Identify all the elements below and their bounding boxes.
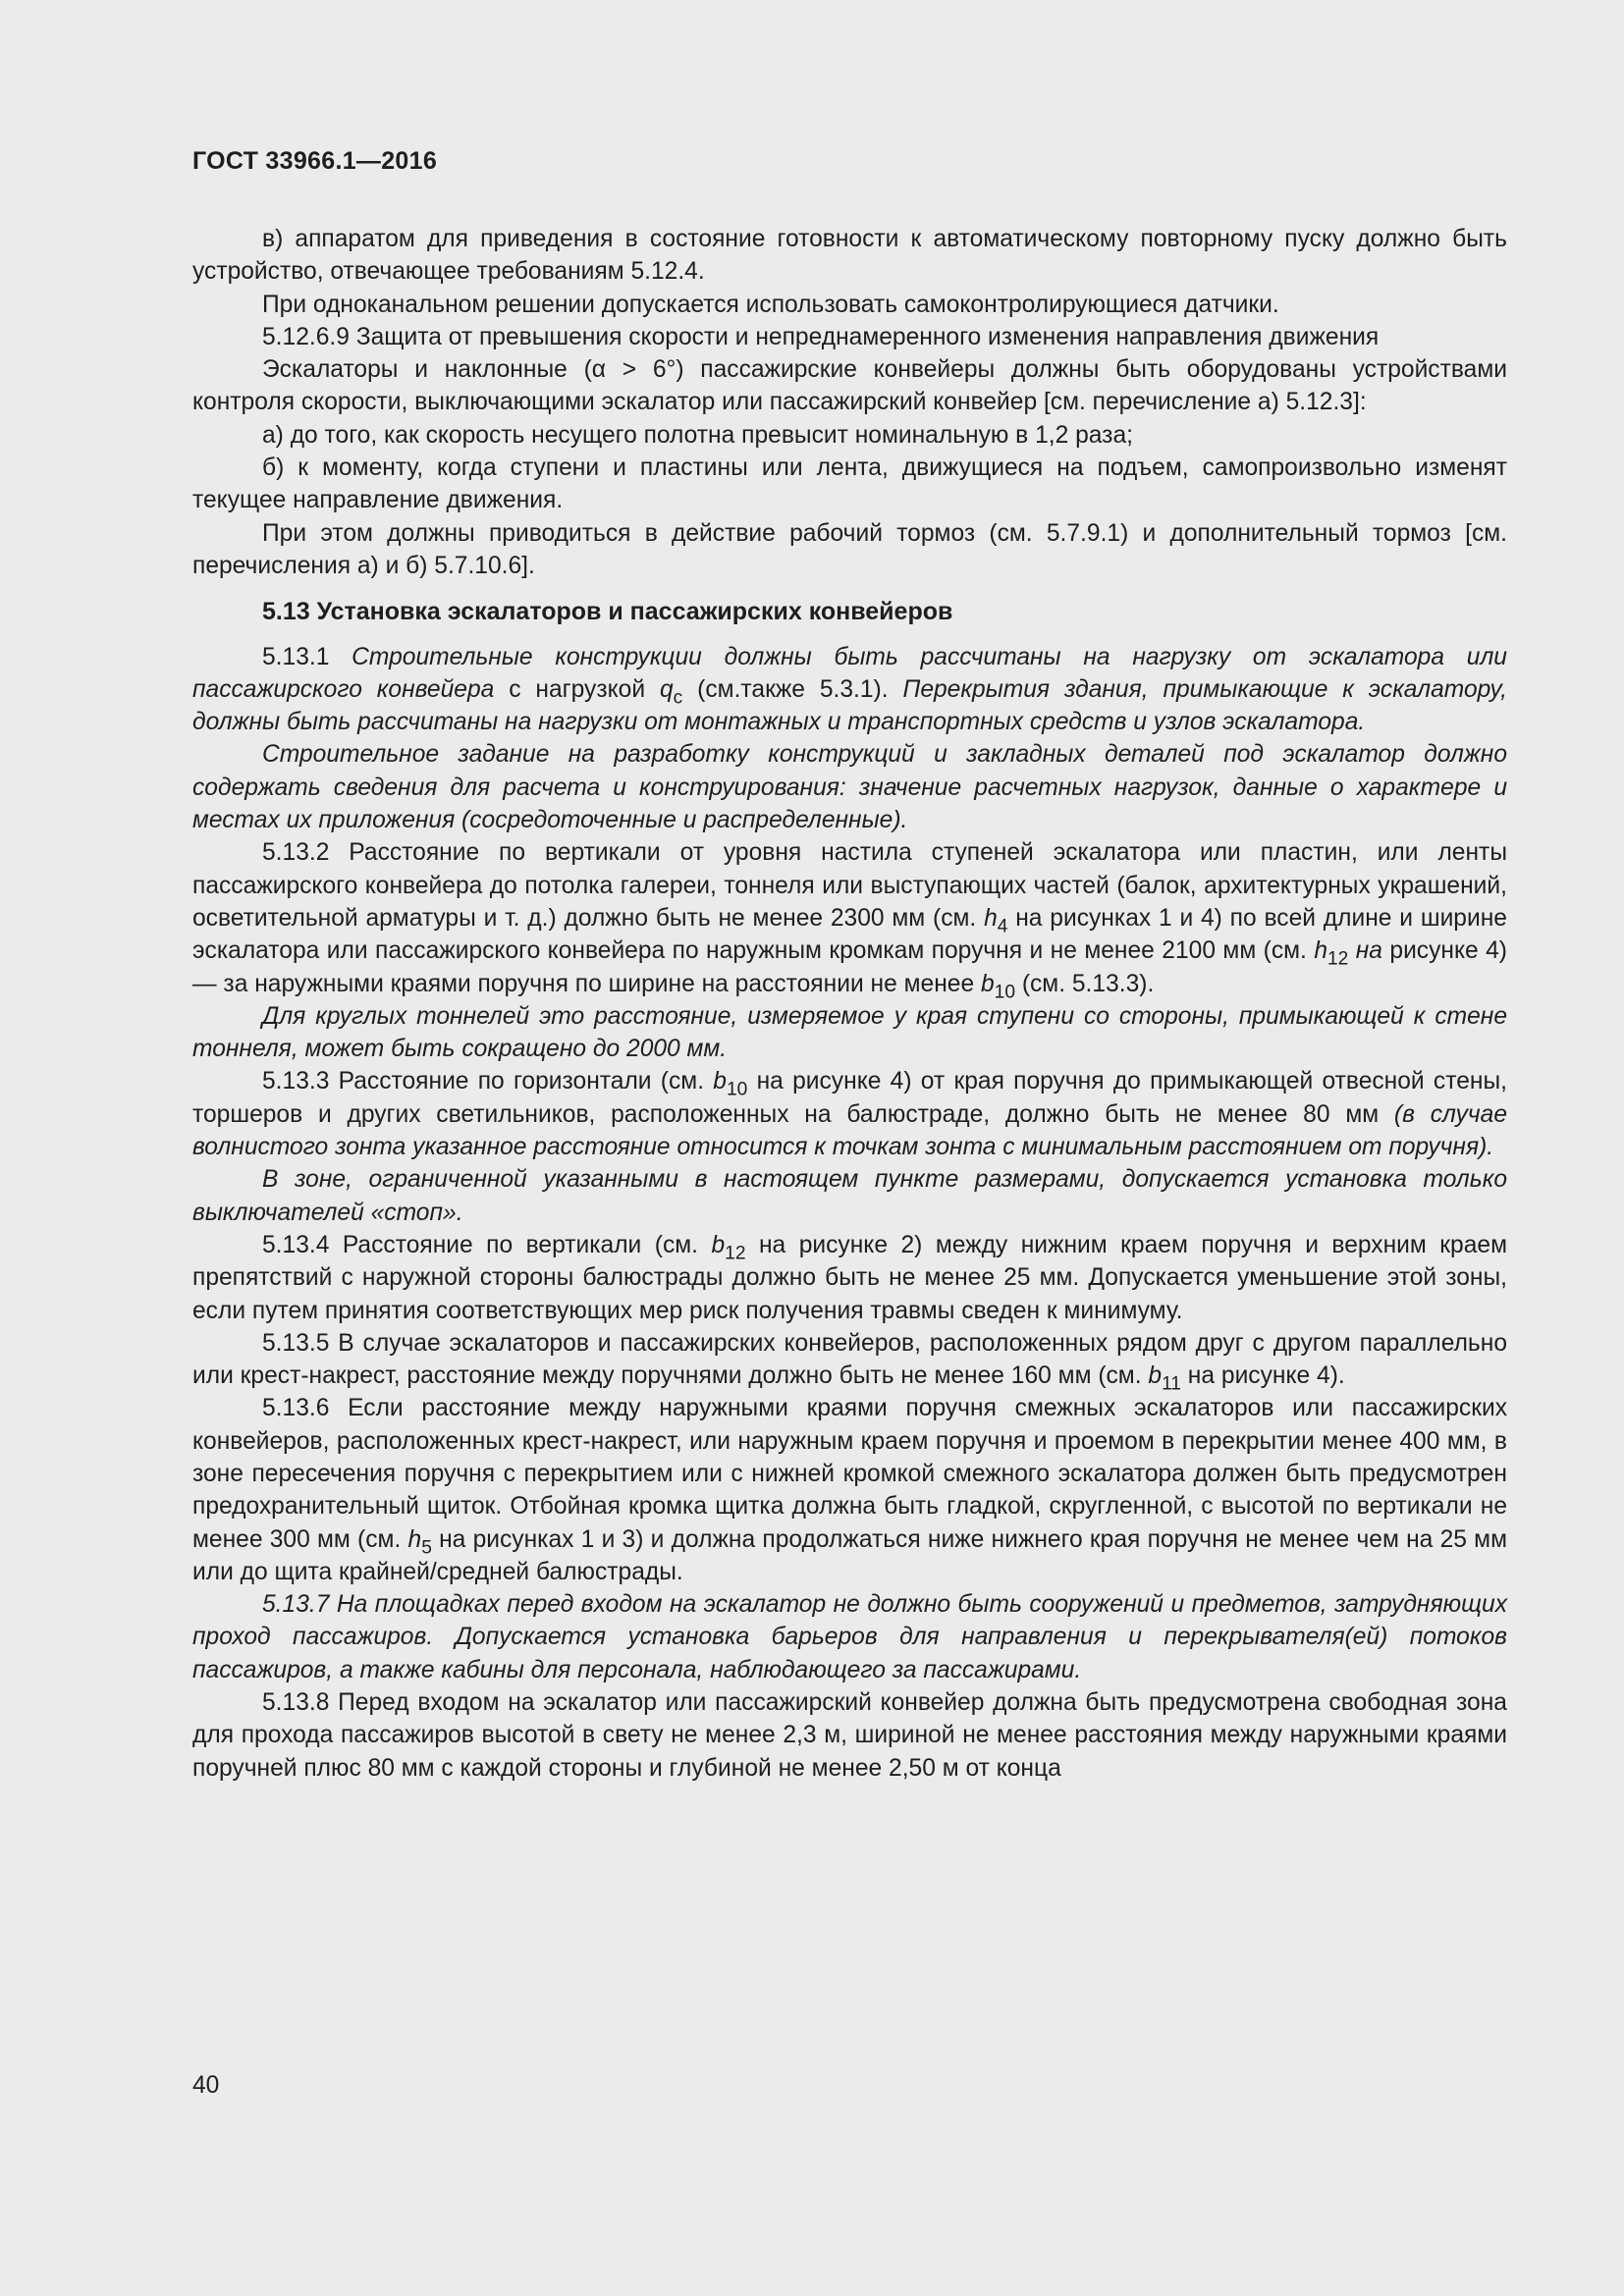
paragraph: а) до того, как скорость несущего полотна превысит номинальную в 1,2 раза; [262,421,1133,449]
text-run: 5.13.5 В случае эскалаторов и пассажирских конвейеров, расположенных рядом друг с другом параллельно или крест-накрест, расстояние между поручнями должно быть не менее 160 мм (см. [192,1329,1507,1390]
symbol: h [407,1525,422,1553]
subscript: 10 [726,1080,748,1101]
text-run: с нагрузкой [494,675,660,703]
text-run: 5.13.1 [262,643,352,670]
paragraph [192,1229,1507,1327]
text-run: на рисунках 1 и 4) по всей длине и ширине эскалатора или пассажирского конвейера по наружным кромкам поручня и не менее 2100 мм (см. [192,904,1507,965]
subscript: 12 [1327,948,1349,970]
symbol: b [713,1068,727,1095]
paragraph [192,1392,1507,1588]
italic-run: на [1348,937,1382,965]
symbol: h [1314,937,1327,965]
text-run: на рисунке 4) от края поручня до примыкающей отвесной стены, торшеров и других светильников, расположенных на балюстраде, должно быть не менее 80 мм [192,1068,1507,1128]
text-run: рисунке 4) — за наружными краями поручня по ширине на расстоянии не менее [192,937,1507,997]
text-run: на рисунках 1 и 3) и должна продолжаться ниже нижнего края поручня не менее чем на 25 мм или до щита крайней/средней балюстрады. [192,1525,1507,1585]
italic-run: В зоне, ограниченной указанными в настоящем пункте размерами, допускается установка только выключателей «стоп». [192,1166,1507,1226]
text-run: 5.13.3 Расстояние по горизонтали (см. [262,1068,714,1095]
paragraph: Эскалаторы и наклонные (α > 6°) пассажирские конвейеры должны быть оборудованы устройствами контроля скорости, выключающими эскалатор или пассажирский конвейер [см. перечисление а) 5.12.3]: [192,356,1507,416]
italic-run: 5.13.7 На площадках перед входом на эскалатор не должно быть сооружений и предметов, затрудняющих проход пассажиров. Допускается установка барьеров для направления и перекрывателя(ей) потоков пассажиров, а также кабины для персонала, наблюдающего за пассажирами. [192,1591,1507,1683]
paragraph: в) аппаратом для приведения в состояние готовности к автоматическому повторному пуску должно быть устройство, отвечающее требованиям 5.12.4. [192,226,1507,286]
text-run: на рисунке 2) между нижним краем поручня и верхним краем препятствий с наружной стороны балюстрады должно быть не менее 25 мм. Допускается уменьшение этой зоны, если путем принятия соответствующих мер риск получения травмы сведен к минимуму. [192,1231,1507,1324]
paragraph [192,641,1507,739]
subscript: 5 [421,1537,432,1559]
paragraph: При этом должны приводиться в действие рабочий тормоз (см. 5.7.9.1) и дополнительный тормоз [см. перечисления а) и б) 5.7.10.6]. [192,519,1507,579]
symbol: q [659,675,674,703]
paragraph: 5.12.6.9 Защита от превышения скорости и непреднамеренного изменения направления движения [262,323,1380,350]
italic-run: Строительное задание на разработку конструкций и закладных деталей под эскалатор должно содержать сведения для расчета и конструирования: значение расчетных нагрузок, данные о характере и местах их приложения (сосредоточенные и распределенные). [192,741,1507,834]
subscript: 12 [725,1243,746,1264]
section-heading: 5.13 Установка эскалаторов и пассажирских конвейеров [262,598,953,626]
subscript: 10 [994,982,1015,1003]
paragraph [192,836,1507,1003]
document-header: ГОСТ 33966.1—2016 [192,147,438,175]
symbol: b [1148,1362,1163,1390]
paragraph [192,1327,1507,1393]
paragraph [192,1065,1507,1163]
page-number: 40 [192,2072,220,2099]
italic-run: Для круглых тоннелей это расстояние, измеряемое у края ступени со стороны, примыкающей к стене тоннеля, может быть сокращено до 2000 мм. [192,1002,1507,1063]
text-run: 5.13.6 Если расстояние между наружными краями поручня смежных эскалаторов или пассажирских конвейеров, расположенных крест-накрест, или наружным краем поручня и проемом в перекрытии менее 400 мм, в зоне пересечения поручня с перекрытием или с нижней кромкой смежного эскалатора должен быть предусмотрен предохранительный щиток. Отбойная кромка щитка должна быть гладкой, скругленной, с высотой по вертикали не менее 300 мм (см. [192,1395,1507,1553]
text-run: (см.также 5.3.1). [682,675,903,703]
paragraph [192,1000,1507,1066]
text-run: 5.13.4 Расстояние по вертикали (см. [262,1231,712,1258]
symbol: h [984,904,998,932]
paragraph: При одноканальном решении допускается использовать самоконтролирующиеся датчики. [262,291,1279,318]
document-body [192,223,1507,1785]
paragraph [192,1588,1507,1686]
paragraph [192,1163,1507,1229]
paragraph: б) к моменту, когда ступени и пластины или лента, движущиеся на подъем, самопроизвольно изменят текущее направление движения. [192,454,1507,514]
paragraph: 5.13.8 Перед входом на эскалатор или пассажирский конвейер должна быть предусмотрена свободная зона для прохода пассажиров высотой в свету не менее 2,3 м, шириной не менее расстояния между наружными краями поручней плюс 80 мм с каждой стороны и глубиной не менее 2,50 м от конца [192,1689,1507,1782]
paragraph [192,738,1507,836]
italic-run: Перекрытия здания, примыкающие к эскалатору, должны быть рассчитаны на нагрузки от монтажных и транспортных средств и узлов эскалатора. [192,675,1507,736]
text-run: на рисунке 4). [1180,1362,1345,1390]
italic-run: (в случае волнистого зонта указанное расстояние относится к точкам зонта с минимальным расстоянием от поручня). [192,1100,1507,1161]
subscript: c [673,687,683,709]
subscript: 11 [1162,1373,1181,1395]
subscript: 4 [997,916,1008,937]
symbol: b [980,970,995,997]
symbol: b [711,1231,726,1258]
text-run: 5.13.2 Расстояние по вертикали от уровня настила ступеней эскалатора или пластин, или ленты пассажирского конвейера до потолка галереи, тоннеля или выступающих частей (балок, архитектурных украшений, осветительной арматуры и т. д.) должно быть не менее 2300 мм (см. [192,839,1507,932]
text-run: (см. 5.13.3). [1014,970,1155,997]
italic-run: Строительные конструкции должны быть рассчитаны на нагрузку от эскалатора или пассажирского конвейера [192,643,1507,703]
